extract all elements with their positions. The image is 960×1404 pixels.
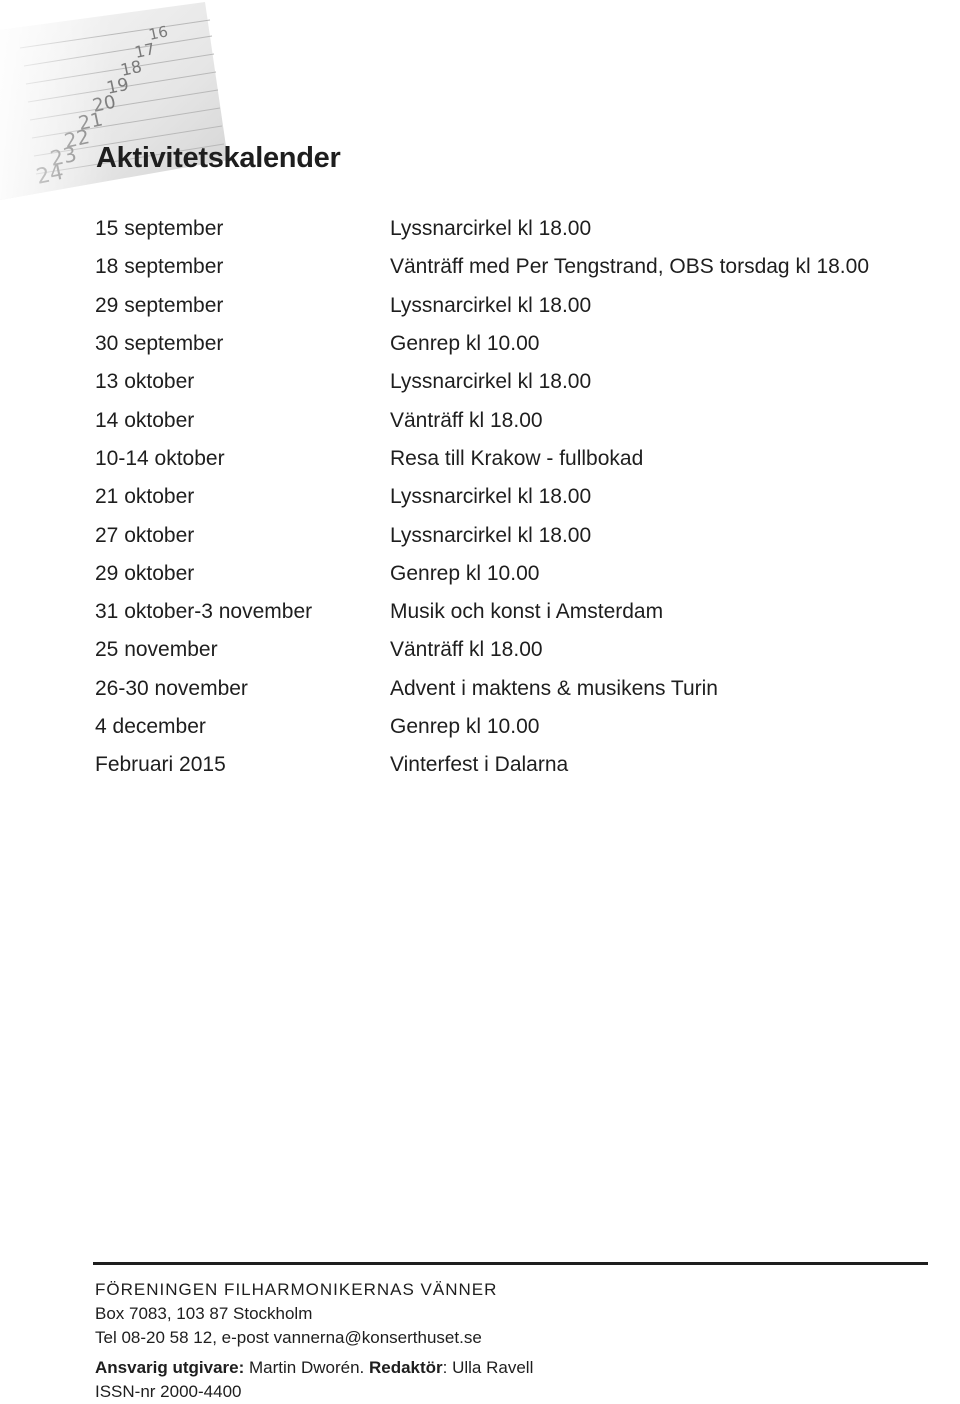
event-date: 26-30 november (95, 676, 248, 700)
event-description: Resa till Krakow - fullbokad (390, 446, 644, 470)
event-list (95, 210, 955, 784)
event-description: Vänträff kl 18.00 (390, 408, 543, 432)
event-date: 4 december (95, 715, 206, 738)
footer-credits (95, 1356, 533, 1380)
event-date: 29 oktober (95, 561, 195, 585)
event-description: Lyssnarcirkel kl 18.00 (390, 523, 592, 547)
event-row (95, 248, 955, 286)
event-row (95, 325, 955, 363)
event-description: Lyssnarcirkel kl 18.00 (390, 217, 592, 241)
event-description: Musik och konst i Amsterdam (390, 600, 664, 624)
publisher-name: Martin Dworén. (244, 1358, 369, 1377)
event-row (95, 287, 955, 325)
footer-divider (93, 1262, 928, 1265)
event-description: Lyssnarcirkel kl 18.00 (390, 293, 592, 317)
event-date: 27 oktober (95, 523, 195, 547)
event-date: 10-14 oktober (95, 446, 225, 470)
footer-address: Box 7083, 103 87 Stockholm (95, 1304, 313, 1323)
event-date: 18 september (95, 255, 224, 279)
footer-org-name: FÖRENINGEN FILHARMONIKERNAS VÄNNER (95, 1280, 498, 1299)
event-date: 31 oktober-3 november (95, 600, 313, 624)
event-description: Genrep kl 10.00 (390, 561, 540, 585)
event-row (95, 631, 955, 669)
event-row (95, 440, 955, 478)
event-description: Vinterfest i Dalarna (390, 753, 569, 777)
event-date: Februari 2015 (95, 753, 226, 777)
event-description: Genrep kl 10.00 (390, 332, 540, 356)
editor-name: : Ulla Ravell (442, 1358, 534, 1377)
event-description: Genrep kl 10.00 (390, 715, 540, 738)
page-title: Aktivitetskalender (96, 142, 341, 174)
event-date: 29 september (95, 293, 224, 317)
event-date: 15 september (95, 217, 224, 241)
event-row (95, 555, 955, 593)
editor-label: Redaktör (368, 1358, 443, 1377)
footer-contact: Tel 08-20 58 12, e-post vannerna@konserthuset.se (95, 1328, 482, 1347)
event-row (95, 210, 955, 248)
event-description: Lyssnarcirkel kl 18.00 (390, 370, 592, 394)
event-date: 14 oktober (95, 408, 195, 432)
event-description: Vänträff med Per Tengstrand, OBS torsdag kl 18.00 (390, 255, 870, 279)
publisher-label: Ansvarig utgivare: (95, 1358, 245, 1377)
event-row (95, 593, 955, 631)
event-description: Advent i maktens & musikens Turin (390, 676, 718, 700)
event-row (95, 708, 955, 746)
event-date: 25 november (95, 638, 218, 662)
event-row (95, 670, 955, 708)
event-date: 13 oktober (95, 370, 195, 394)
event-row (95, 401, 955, 439)
event-date: 21 oktober (95, 485, 195, 509)
event-row (95, 746, 955, 784)
event-date: 30 september (95, 332, 224, 356)
event-row (95, 516, 955, 554)
footer (95, 1278, 533, 1404)
event-description: Vänträff kl 18.00 (390, 638, 543, 662)
event-row (95, 478, 955, 516)
event-description: Lyssnarcirkel kl 18.00 (390, 485, 592, 509)
footer-issn: ISSN-nr 2000-4400 (95, 1382, 242, 1401)
event-row (95, 363, 955, 401)
